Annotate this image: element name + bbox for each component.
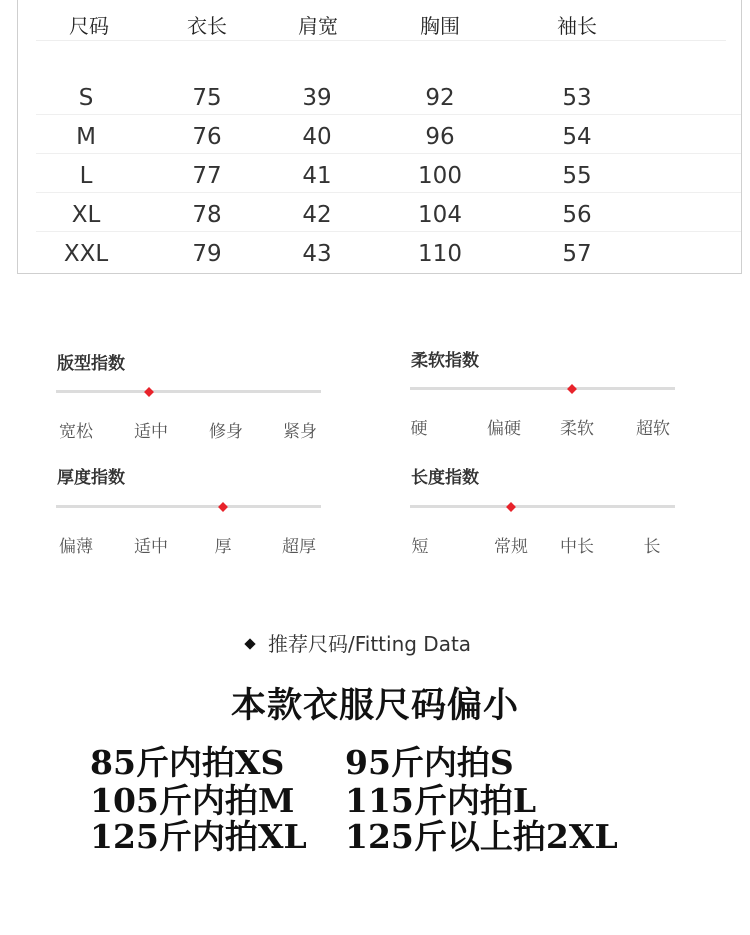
header-size: 尺码 xyxy=(69,14,109,38)
header-shoulder: 肩宽 xyxy=(298,14,338,38)
softness-option: 柔软 xyxy=(560,419,594,439)
softness-index-track xyxy=(410,387,675,390)
softness-index-marker xyxy=(567,384,577,394)
softness-option: 超软 xyxy=(636,419,670,439)
cell-size: S xyxy=(78,85,94,111)
softness-option: 偏硬 xyxy=(487,419,521,439)
fit-option: 修身 xyxy=(209,422,243,442)
fit-index-track xyxy=(56,390,321,393)
cell-length: 78 xyxy=(192,202,222,228)
length-option: 中长 xyxy=(560,537,594,557)
fitting-heading-text: 推荐尺码/Fitting Data xyxy=(268,632,472,656)
cell-size: XXL xyxy=(63,241,109,267)
header-sleeve: 袖长 xyxy=(557,14,597,38)
thickness-index-title: 厚度指数 xyxy=(57,468,125,488)
cell-sleeve: 57 xyxy=(562,241,592,267)
cell-shoulder: 39 xyxy=(302,85,332,111)
cell-length: 77 xyxy=(192,163,222,189)
thickness-option: 偏薄 xyxy=(59,537,93,557)
row-divider xyxy=(36,153,741,154)
cell-shoulder: 42 xyxy=(302,202,332,228)
row-divider xyxy=(36,192,741,193)
cell-sleeve: 54 xyxy=(562,124,592,150)
diamond-icon xyxy=(244,638,255,649)
size-table xyxy=(17,0,742,274)
size-notice: 本款衣服尺码偏小 xyxy=(230,685,519,726)
header-chest: 胸围 xyxy=(420,14,460,38)
length-option: 短 xyxy=(411,537,429,557)
cell-chest: 96 xyxy=(425,124,455,150)
fit-index-title: 版型指数 xyxy=(57,354,125,374)
fit-option: 适中 xyxy=(134,422,168,442)
recommendation: 85斤内拍XS xyxy=(90,743,285,782)
recommendation: 95斤内拍S xyxy=(345,743,514,782)
thickness-index-marker xyxy=(218,502,228,512)
softness-index-title: 柔软指数 xyxy=(411,351,479,371)
row-divider xyxy=(36,231,741,232)
cell-size: XL xyxy=(71,202,101,228)
cell-length: 75 xyxy=(192,85,222,111)
cell-chest: 100 xyxy=(418,163,462,189)
recommendation: 105斤内拍M xyxy=(90,781,295,820)
cell-size: L xyxy=(79,163,93,189)
cell-length: 79 xyxy=(192,241,222,267)
cell-shoulder: 43 xyxy=(302,241,332,267)
cell-shoulder: 40 xyxy=(302,124,332,150)
length-option: 长 xyxy=(643,537,661,557)
length-index-title: 长度指数 xyxy=(411,468,479,488)
cell-chest: 104 xyxy=(418,202,462,228)
header-divider xyxy=(36,40,726,41)
fit-index-marker xyxy=(144,387,154,397)
length-index-marker xyxy=(506,502,516,512)
fit-option: 紧身 xyxy=(283,422,317,442)
recommendation: 115斤内拍L xyxy=(345,781,537,820)
fit-option: 宽松 xyxy=(59,422,93,442)
thickness-index-track xyxy=(56,505,321,508)
cell-sleeve: 56 xyxy=(562,202,592,228)
cell-length: 76 xyxy=(192,124,222,150)
recommendation: 125斤内拍XL xyxy=(90,817,307,856)
row-divider xyxy=(36,114,741,115)
thickness-option: 适中 xyxy=(134,537,168,557)
cell-sleeve: 53 xyxy=(562,85,592,111)
cell-shoulder: 41 xyxy=(302,163,332,189)
length-option: 常规 xyxy=(494,537,528,557)
header-length: 衣长 xyxy=(187,14,227,38)
cell-size: M xyxy=(76,124,96,150)
thickness-option: 超厚 xyxy=(282,537,316,557)
recommendation: 125斤以上拍2XL xyxy=(345,817,618,856)
cell-chest: 92 xyxy=(425,85,455,111)
length-index-track xyxy=(410,505,675,508)
thickness-option: 厚 xyxy=(214,537,232,557)
cell-chest: 110 xyxy=(418,241,462,267)
softness-option: 硬 xyxy=(410,419,428,439)
cell-sleeve: 55 xyxy=(562,163,592,189)
fitting-heading xyxy=(246,628,471,657)
